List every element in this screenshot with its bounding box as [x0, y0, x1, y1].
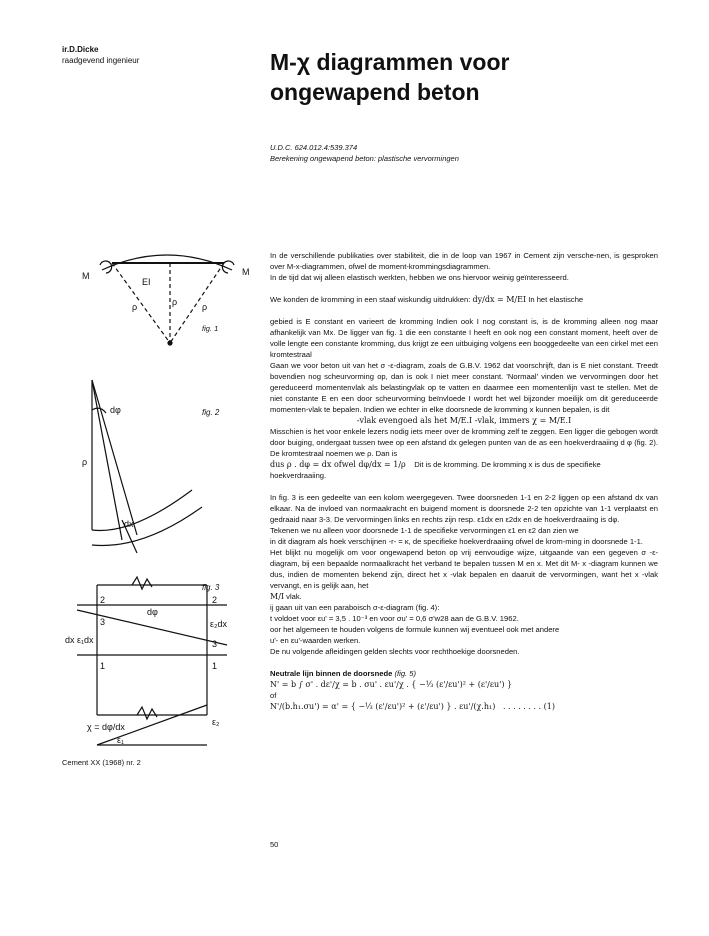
- figure-3-label: fig. 3: [202, 583, 220, 592]
- paragraph-5: Gaan we voor beton uit van het σ -ε-diagram, zoals de G.B.V. 1962 dat voorschrijft, dan is E niet constant. Treedt bovendien nog scheurvorming op, dan is ook I niet meer constant. 'Normaal' vinden we vervormingen door het gereduceerd momentenvlak als belastingvlak op te vatten en daarmee een momentenlijn vast te stellen. Met de niet constante E en een door scheurvorming beïnvloede I wordt het wel bijzonder moeilijk om dit gereduceerde momenten-vlak te bepalen. Indien we echter in elke doorsnede de kromming x kunnen bepalen, is dit: [270, 361, 658, 414]
- paragraph-3: [270, 294, 658, 305]
- svg-text:ε₂dx: ε₂dx: [210, 619, 228, 629]
- udc-block: [270, 142, 459, 164]
- svg-text:ρ: ρ: [202, 302, 208, 312]
- equation-number: (1): [543, 702, 555, 711]
- svg-text:1: 1: [212, 661, 218, 671]
- svg-text:ε₁: ε₁: [117, 735, 125, 745]
- paragraph-6e: hoekverdraaiing.: [270, 471, 327, 480]
- m-ei-fraction: M/I: [270, 592, 285, 601]
- title-line-1: M-χ diagrammen voor: [270, 49, 510, 75]
- section-title: Neutrale lijn binnen de doorsnede: [270, 669, 393, 678]
- svg-text:ρ: ρ: [82, 457, 88, 467]
- paragraph-10c: t voldoet voor εu' = 3,5 . 10⁻³ en voor σu' = 0,6 σ'w28 aan de G.B.V. 1962.: [270, 614, 519, 623]
- equation-of: of: [270, 691, 277, 700]
- svg-text:2: 2: [212, 595, 218, 605]
- paragraph-4: gebied is E constant en varieert de kromming Indien ook I nog constant is, is de kromming alleen nog maar afhankelijk van Mx. De ligger van fig. 1 die een constante I heeft en ook nog een constant moment, heeft over de volle lengte een constante kromming, dus krijgt ze een uitbuiging volgens een booggedeelte van een cirkel met een kromtestraal: [270, 317, 658, 359]
- svg-text:ε₂: ε₂: [212, 717, 220, 727]
- svg-text:dx ε₁dx: dx ε₁dx: [65, 635, 94, 645]
- paragraph-10a: [270, 591, 658, 602]
- svg-text:3: 3: [100, 617, 106, 627]
- rotation-formula: dus ρ . dφ = dx ofwel dφ/dx = 1/ρ: [270, 460, 406, 469]
- svg-text:χ = dφ/dx: χ = dφ/dx: [87, 722, 125, 732]
- svg-text:dφ: dφ: [147, 607, 158, 617]
- paragraph-1: In de verschillende publikaties over stabiliteit, die in de loop van 1967 in Cement zijn versche-nen, is gesproken over M-x-diagrammen, ofwel de moment-krommingsdiagrammen.: [270, 251, 658, 271]
- svg-text:ρ: ρ: [132, 302, 138, 312]
- paragraph-7: In fig. 3 is een gedeelte van een kolom weergegeven. Twee doorsneden 1-1 en 2-2 liggen op een afstand dx van elkaar. Na de invloed van normaakracht en buigend moment is doorsnede 2-2 ten opzichte van 1-1 verplaatst en gedraaid naar 3-3. De vervormingen links en rechts zijn resp. ε1dx en ε2dx en de hoekverdraaiing is dφ.: [270, 493, 658, 524]
- paragraph-8b: in dit diagram als hoek verschijnen -r- = κ, de specifieke hoekverdraaiing ofwel de krom-ming in doorsnede 1-1.: [270, 537, 643, 546]
- udc-code: U.D.C. 624.012.4:539.374: [270, 143, 358, 152]
- svg-text:dφ: dφ: [110, 405, 121, 415]
- article-body: [270, 250, 658, 712]
- svg-text:3: 3: [212, 639, 218, 649]
- figure-1: [82, 255, 250, 345]
- svg-text:EI: EI: [142, 277, 151, 287]
- figure-1-label: fig. 1: [202, 324, 219, 333]
- paragraph-9: Het blijkt nu mogelijk om voor ongewapend beton op vrij eenvoudige wijze, uitgaande van een gegeven σ -ε-diagram, bij een bepaalde normaalkracht het verband te bepalen tussen M en x. Met dit M- x -diagram kunnen we dus, indien de momenten bekend zijn, direct het x -vlak bepalen en daaruit de vervormingen, want het x -vlak vervangt, en is gelijk aan, het: [270, 548, 658, 590]
- svg-text:M: M: [242, 267, 250, 277]
- paragraph-10e: u'- en εu'-waarden werken.: [270, 636, 361, 645]
- article-title: [270, 47, 509, 107]
- author-name: ir.D.Dicke: [62, 45, 99, 54]
- figure-2: [82, 380, 202, 553]
- section-ref: (fig. 5): [394, 669, 417, 678]
- section-heading: [270, 668, 658, 679]
- paragraph-6b: [270, 459, 658, 470]
- paragraph-5b: -vlak evengoed als het M/E.I -vlak, immers χ = M/E.I: [356, 416, 572, 425]
- journal-footer: Cement XX (1968) nr. 2: [62, 758, 141, 767]
- paragraph-6: Misschien is het voor enkele lezers nodig iets meer over de kromming zelf te zeggen. Een ligger die gebogen wordt door buiging, ondergaat tussen twee op een afstand dx gelegen punten van de as een hoekverdraaiing d φ (fig. 2). De kromtestraal noemen we ρ. Dan is: [270, 427, 658, 458]
- curvature-formula: dy/dx = M/EI: [472, 295, 527, 304]
- figure-2-label: fig. 2: [202, 408, 220, 417]
- svg-text:2: 2: [100, 595, 106, 605]
- paragraph-6d: dus de specifieke: [542, 460, 601, 469]
- svg-text:dx: dx: [124, 519, 134, 529]
- paragraph-3-text: We konden de kromming in een staaf wiskundig uitdrukken:: [270, 295, 471, 304]
- paragraph-3-tail: In het elastische: [528, 295, 584, 304]
- equation-n: N' = b ∫ σ' . dε'/χ = b . σu' . εu'/χ . { −⅓ (ε'/εu')² + (ε'/εu') }: [270, 680, 513, 689]
- title-line-2: ongewapend beton: [270, 79, 480, 105]
- paragraph-10a-text: vlak.: [286, 592, 302, 601]
- svg-text:1: 1: [100, 661, 106, 671]
- figures-drawing: [62, 235, 262, 755]
- figure-3: [65, 577, 228, 745]
- author-role: raadgevend ingenieur: [62, 56, 140, 65]
- page-number: 50: [270, 840, 279, 849]
- equation-1: N'/(b.h₁.σu') = α' = { −⅓ (ε'/εu')² + (ε'/εu') } . εu'/(χ.h₁) . . . . . . . . (1): [270, 702, 555, 711]
- paragraph-8: Tekenen we nu alleen voor doorsnede 1-1 de specifieke vervormingen ε1 en ε2 dan zien we: [270, 526, 579, 535]
- paragraph-10f: De nu volgende afleidingen gelden slechts voor rechthoekige doorsneden.: [270, 647, 520, 656]
- paragraph-10d: oor het algemeen te houden volgens de formule kunnen wij eventueel ook met andere: [270, 625, 560, 634]
- svg-text:ρ: ρ: [172, 297, 178, 307]
- paragraph-10b: ij gaan uit van een paraboisch σ-ε-diagram (fig. 4):: [270, 603, 440, 612]
- paragraph-2: In de tijd dat wij alleen elastisch werkten, hebben we ons hiervoor weinig geïnteresseerd.: [270, 273, 569, 282]
- article-subtitle: Berekening ongewapend beton: plastische vervormingen: [270, 154, 459, 163]
- paragraph-6c: Dit is de kromming. De kromming x is: [414, 460, 540, 469]
- svg-text:M: M: [82, 271, 90, 281]
